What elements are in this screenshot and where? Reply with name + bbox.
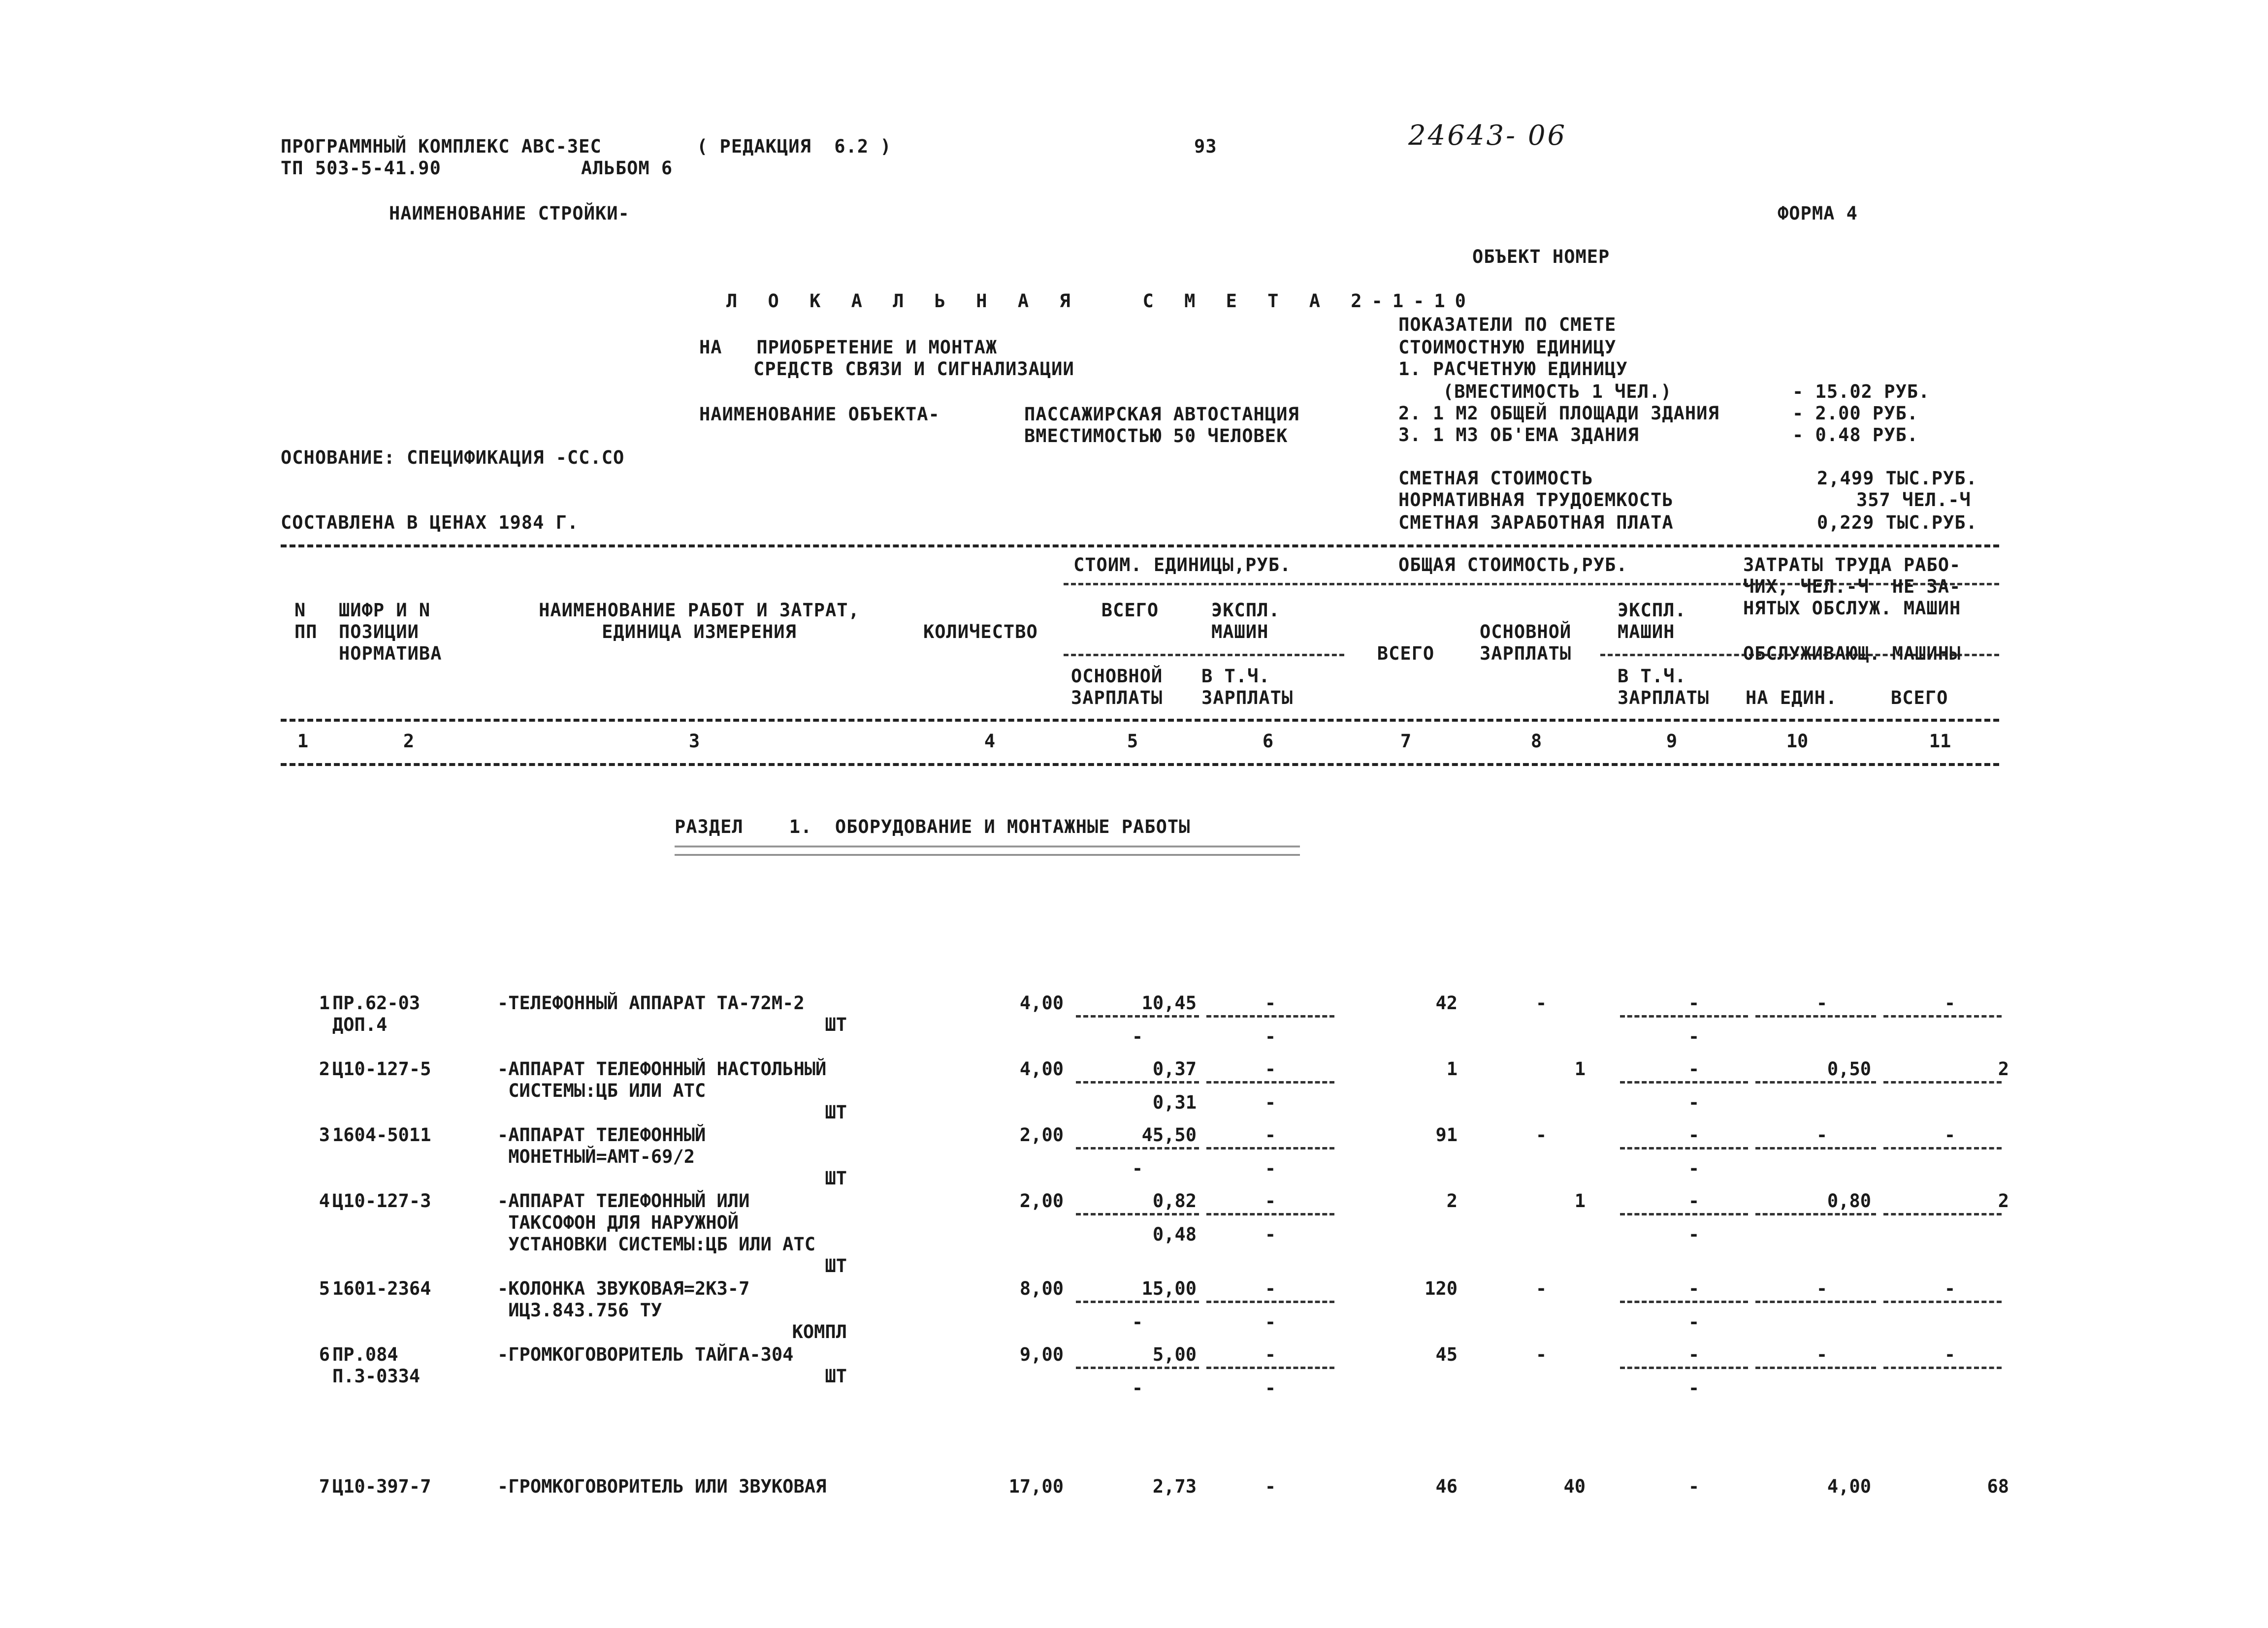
- row-machine-wage: -: [1688, 1158, 1700, 1179]
- header-bottom-rule: [281, 719, 1999, 722]
- cell-divider: [1206, 1015, 1334, 1018]
- cell-divider: [1620, 1147, 1748, 1149]
- basis-line: ОСНОВАНИЕ: СПЕЦИФИКАЦИЯ -СС.СО: [281, 447, 625, 468]
- col-quantity-header: КОЛИЧЕСТВО: [923, 621, 1038, 642]
- row-code: Ц10-127-3: [332, 1190, 431, 1212]
- tp-code: ТП 503-5-41.90: [281, 158, 441, 179]
- cell-divider: [1755, 1213, 1876, 1215]
- row-machine-total: -: [1688, 1124, 1700, 1146]
- row-total: 45: [1435, 1344, 1458, 1365]
- row-total-wage: -: [1535, 1124, 1547, 1146]
- row-unit-machine: -: [1264, 1190, 1276, 1212]
- row-unit-machine-wage: -: [1264, 1311, 1276, 1333]
- page-number: 93: [1194, 136, 1217, 157]
- row-unit-machine: -: [1264, 992, 1276, 1014]
- labor-service-header: ОБСЛУЖИВАЮЩ. МАШИНЫ: [1743, 643, 1961, 664]
- column-number: 1: [297, 731, 309, 752]
- cell-divider: [1206, 1081, 1334, 1084]
- row-name: -АППАРАТ ТЕЛЕФОННЫЙ НАСТОЛЬНЫЙ СИСТЕМЫ:ЦБ ИЛИ АТС: [497, 1058, 827, 1101]
- estimated-wage-value: 0,229 ТЫС.РУБ.: [1817, 512, 1977, 533]
- column-number: 7: [1400, 731, 1412, 752]
- cell-divider: [1076, 1301, 1199, 1303]
- row-number: 1: [319, 992, 330, 1014]
- row-labor-unit: 0,80: [1827, 1190, 1871, 1212]
- row-machine-total: -: [1688, 1278, 1700, 1299]
- form-label: ФОРМА 4: [1778, 203, 1858, 224]
- indicator-1-title: 1. РАСЧЕТНУЮ ЕДИНИЦУ: [1398, 358, 1628, 380]
- purpose-line-1: НА ПРИОБРЕТЕНИЕ И МОНТАЖ: [699, 337, 998, 358]
- col-labor-unit-header: НА ЕДИН.: [1746, 687, 1838, 708]
- row-total: 2: [1446, 1190, 1458, 1212]
- purpose-line-2: СРЕДСТВ СВЯЗИ И СИГНАЛИЗАЦИИ: [753, 358, 1074, 380]
- col-total-header: ВСЕГО: [1377, 643, 1435, 664]
- row-labor-unit: -: [1816, 1278, 1828, 1299]
- row-unit-price: 15,00: [1141, 1278, 1197, 1299]
- indicator-1-label: (ВМЕСТИМОСТЬ 1 ЧЕЛ.): [1443, 381, 1672, 402]
- indicators-unit: СТОИМОСТНУЮ ЕДИНИЦУ: [1398, 337, 1617, 358]
- row-number: 2: [319, 1058, 330, 1080]
- header-total-sub-rule: [1064, 654, 1344, 656]
- row-unit-machine-wage: -: [1264, 1158, 1276, 1179]
- row-unit-price: 2,73: [1152, 1476, 1197, 1497]
- col-total-machine-header: ЭКСПЛ. МАШИН: [1618, 600, 1686, 642]
- row-unit-machine-wage: -: [1264, 1092, 1276, 1113]
- cell-divider: [1883, 1081, 2002, 1084]
- row-total-wage: -: [1535, 1278, 1547, 1299]
- row-quantity: 4,00: [1019, 1058, 1064, 1080]
- indicator-2-value: - 2.00 РУБ.: [1792, 403, 1919, 424]
- row-machine-wage: -: [1688, 1377, 1700, 1399]
- estimate-title: Л О К А Л Ь Н А Я С М Е Т А 2-1-10: [726, 290, 1476, 312]
- row-code: ПР.62-03 ДОП.4: [332, 992, 421, 1035]
- row-unit-wage: -: [1132, 1311, 1143, 1333]
- col-name-header: НАИМЕНОВАНИЕ РАБОТ И ЗАТРАТ, ЕДИНИЦА ИЗМЕРЕНИЯ: [539, 600, 860, 642]
- cell-divider: [1755, 1301, 1876, 1303]
- row-machine-total: -: [1688, 1190, 1700, 1212]
- edition: ( РЕДАКЦИЯ 6.2 ): [697, 136, 892, 157]
- total-cost-group-header: ОБЩАЯ СТОИМОСТЬ,РУБ.: [1398, 554, 1628, 575]
- row-name: -КОЛОНКА ЗВУКОВАЯ=2КЗ-7 ИЦ3.843.756 ТУ: [497, 1278, 750, 1321]
- row-unit-machine: -: [1264, 1058, 1276, 1080]
- row-total: 1: [1446, 1058, 1458, 1080]
- row-labor-total: 68: [1987, 1476, 2009, 1497]
- handwritten-code: 24643- 06: [1408, 120, 1567, 152]
- row-code: Ц10-127-5: [332, 1058, 431, 1080]
- row-quantity: 8,00: [1019, 1278, 1064, 1299]
- row-quantity: 2,00: [1019, 1190, 1064, 1212]
- album-label: АЛЬБОМ 6: [581, 158, 673, 179]
- row-total: 46: [1435, 1476, 1458, 1497]
- row-machine-total: -: [1688, 1058, 1700, 1080]
- cell-divider: [1206, 1301, 1334, 1303]
- cell-divider: [1076, 1213, 1199, 1215]
- row-unit-wage: -: [1132, 1026, 1143, 1047]
- row-labor-total: -: [1944, 1344, 1956, 1365]
- cell-divider: [1206, 1367, 1334, 1369]
- indicator-2-label: 2. 1 М2 ОБЩЕЙ ПЛОЩАДИ ЗДАНИЯ: [1398, 403, 1719, 424]
- object-name-label: НАИМЕНОВАНИЕ ОБЪЕКТА-: [699, 404, 940, 425]
- row-unit-machine: -: [1264, 1278, 1276, 1299]
- cell-divider: [1206, 1147, 1334, 1149]
- column-number: 11: [1929, 731, 1951, 752]
- row-unit-price: 10,45: [1141, 992, 1197, 1014]
- row-unit-wage: 0,31: [1152, 1092, 1197, 1113]
- column-number: 9: [1666, 731, 1678, 752]
- labor-intensity-label: НОРМАТИВНАЯ ТРУДОЕМКОСТЬ: [1398, 489, 1674, 511]
- row-name: -ТЕЛЕФОННЫЙ АППАРАТ ТА-72М-2: [497, 992, 805, 1014]
- row-unit-machine: -: [1264, 1344, 1276, 1365]
- column-numbers-rule: [281, 763, 1999, 766]
- row-name: -ГРОМКОГОВОРИТЕЛЬ ТАЙГА-304: [497, 1344, 794, 1365]
- row-quantity: 2,00: [1019, 1124, 1064, 1146]
- row-total-wage: -: [1535, 992, 1547, 1014]
- row-machine-total: -: [1688, 1344, 1700, 1365]
- row-unit-wage: -: [1132, 1377, 1143, 1399]
- cell-divider: [1620, 1301, 1748, 1303]
- indicators-title: ПОКАЗАТЕЛИ ПО СМЕТЕ: [1398, 314, 1617, 335]
- row-labor-unit: -: [1816, 992, 1828, 1014]
- row-number: 5: [319, 1278, 330, 1299]
- row-machine-wage: -: [1688, 1092, 1700, 1113]
- col-labor-total-header: ВСЕГО: [1891, 687, 1948, 708]
- row-code: 1601-2364: [332, 1278, 431, 1299]
- indicator-3-value: - 0.48 РУБ.: [1792, 424, 1919, 446]
- row-labor-unit: 0,50: [1827, 1058, 1871, 1080]
- col-unit-machine-wage-header: В Т.Ч. ЗАРПЛАТЫ: [1201, 666, 1294, 708]
- col-total-machine-wage-header: В Т.Ч. ЗАРПЛАТЫ: [1618, 666, 1710, 708]
- row-number: 3: [319, 1124, 330, 1146]
- column-number: 8: [1530, 731, 1542, 752]
- row-unit-machine: -: [1264, 1124, 1276, 1146]
- row-unit-machine: -: [1264, 1476, 1276, 1497]
- row-labor-total: -: [1944, 1278, 1956, 1299]
- col-total-wage-header: ОСНОВНОЙ ЗАРПЛАТЫ: [1480, 621, 1572, 664]
- cell-divider: [1755, 1147, 1876, 1149]
- row-total: 42: [1435, 992, 1458, 1014]
- row-machine-wage: -: [1688, 1026, 1700, 1047]
- row-labor-unit: -: [1816, 1344, 1828, 1365]
- row-machine-total: -: [1688, 992, 1700, 1014]
- row-unit-price: 0,82: [1152, 1190, 1197, 1212]
- labor-group-header: ЗАТРАТЫ ТРУДА РАБО- ЧИХ, ЧЕЛ.-Ч НЕ ЗА- НЯТЫХ ОБСЛУЖ. МАШИН: [1743, 554, 1961, 619]
- row-unit: ШТ: [825, 1168, 847, 1189]
- row-labor-unit: -: [1816, 1124, 1828, 1146]
- row-quantity: 9,00: [1019, 1344, 1064, 1365]
- object-name-line-1: ПАССАЖИРСКАЯ АВТОСТАНЦИЯ: [1024, 404, 1299, 425]
- row-machine-wage: -: [1688, 1224, 1700, 1245]
- row-unit: ШТ: [825, 1255, 847, 1277]
- cell-divider: [1620, 1015, 1748, 1018]
- col-code-header: ШИФР И N ПОЗИЦИИ НОРМАТИВА: [339, 600, 442, 664]
- cell-divider: [1755, 1015, 1876, 1018]
- row-number: 4: [319, 1190, 330, 1212]
- cell-divider: [1883, 1301, 2002, 1303]
- labor-intensity-value: 357 ЧЕЛ.-Ч: [1856, 489, 1971, 511]
- row-unit-machine-wage: -: [1264, 1377, 1276, 1399]
- col-number-header: N ПП: [294, 600, 318, 642]
- column-number: 10: [1786, 731, 1809, 752]
- row-unit-price: 45,50: [1141, 1124, 1197, 1146]
- row-quantity: 4,00: [1019, 992, 1064, 1014]
- row-labor-total: -: [1944, 992, 1956, 1014]
- cell-divider: [1620, 1367, 1748, 1369]
- row-total-wage: 1: [1574, 1058, 1586, 1080]
- cell-divider: [1620, 1213, 1748, 1215]
- row-total: 120: [1425, 1278, 1458, 1299]
- program-name: ПРОГРАММНЫЙ КОМПЛЕКС АВС-3ЕС: [281, 136, 602, 157]
- col-unit-wage-header: ОСНОВНОЙ ЗАРПЛАТЫ: [1071, 666, 1163, 708]
- row-labor-unit: 4,00: [1827, 1476, 1871, 1497]
- row-number: 7: [319, 1476, 330, 1497]
- column-number: 5: [1127, 731, 1138, 752]
- row-name: -АППАРАТ ТЕЛЕФОННЫЙ МОНЕТНЫЙ=АМТ-69/2: [497, 1124, 706, 1167]
- cell-divider: [1883, 1367, 2002, 1369]
- row-number: 6: [319, 1344, 330, 1365]
- row-total-wage: 1: [1574, 1190, 1586, 1212]
- row-labor-total: 2: [1998, 1190, 2009, 1212]
- object-name-line-2: ВМЕСТИМОСТЬЮ 50 ЧЕЛОВЕК: [1024, 425, 1288, 447]
- column-number: 2: [403, 731, 415, 752]
- row-unit-wage: 0,48: [1152, 1224, 1197, 1245]
- row-labor-total: -: [1944, 1124, 1956, 1146]
- unit-cost-group-header: СТОИМ. ЕДИНИЦЫ,РУБ.: [1073, 554, 1292, 575]
- header-top-rule: [281, 544, 1999, 547]
- row-quantity: 17,00: [1008, 1476, 1064, 1497]
- row-unit-price: 0,37: [1152, 1058, 1197, 1080]
- indicator-3-label: 3. 1 М3 ОБ'ЕМА ЗДАНИЯ: [1398, 424, 1639, 446]
- row-labor-total: 2: [1998, 1058, 2009, 1080]
- cell-divider: [1076, 1081, 1199, 1084]
- row-unit-machine-wage: -: [1264, 1224, 1276, 1245]
- cell-divider: [1883, 1015, 2002, 1018]
- cell-divider: [1076, 1147, 1199, 1149]
- price-base-line: СОСТАВЛЕНА В ЦЕНАХ 1984 Г.: [281, 512, 579, 533]
- row-total-wage: -: [1535, 1344, 1547, 1365]
- row-code: Ц10-397-7: [332, 1476, 431, 1497]
- row-unit: ШТ: [825, 1014, 847, 1035]
- col-unit-machine-header: ЭКСПЛ. МАШИН: [1211, 600, 1280, 642]
- row-total: 91: [1435, 1124, 1458, 1146]
- row-unit-price: 5,00: [1152, 1344, 1197, 1365]
- estimated-cost-label: СМЕТНАЯ СТОИМОСТЬ: [1398, 468, 1593, 489]
- row-unit: ШТ: [825, 1366, 847, 1387]
- column-number: 6: [1262, 731, 1274, 752]
- section-underline: [675, 846, 1300, 856]
- cell-divider: [1206, 1213, 1334, 1215]
- cell-divider: [1076, 1015, 1199, 1018]
- row-code: 1604-5011: [332, 1124, 431, 1146]
- row-unit-wage: -: [1132, 1158, 1143, 1179]
- section-title: РАЗДЕЛ 1. ОБОРУДОВАНИЕ И МОНТАЖНЫЕ РАБОТЫ: [675, 816, 1191, 837]
- row-name: -АППАРАТ ТЕЛЕФОННЫЙ ИЛИ ТАКСОФОН ДЛЯ НАРУЖНОЙ УСТАНОВКИ СИСТЕМЫ:ЦБ ИЛИ АТС: [497, 1190, 816, 1255]
- cell-divider: [1883, 1147, 2002, 1149]
- column-number: 4: [984, 731, 996, 752]
- row-unit-machine-wage: -: [1264, 1026, 1276, 1047]
- indicator-1-value: - 15.02 РУБ.: [1792, 381, 1930, 402]
- estimated-wage-label: СМЕТНАЯ ЗАРАБОТНАЯ ПЛАТА: [1398, 512, 1674, 533]
- cell-divider: [1755, 1081, 1876, 1084]
- row-machine-total: -: [1688, 1476, 1700, 1497]
- object-number-label: ОБЪЕКТ НОМЕР: [1472, 246, 1610, 267]
- cell-divider: [1883, 1213, 2002, 1215]
- column-number: 3: [688, 731, 700, 752]
- cell-divider: [1076, 1367, 1199, 1369]
- row-unit: ШТ: [825, 1102, 847, 1123]
- row-unit: КОМПЛ: [792, 1321, 847, 1342]
- row-total-wage: 40: [1563, 1476, 1586, 1497]
- row-code: ПР.084 П.3-0334: [332, 1344, 421, 1387]
- estimated-cost-value: 2,499 ТЫС.РУБ.: [1817, 468, 1977, 489]
- row-machine-wage: -: [1688, 1311, 1700, 1333]
- cell-divider: [1620, 1081, 1748, 1084]
- cell-divider: [1755, 1367, 1876, 1369]
- construction-name-label: НАИМЕНОВАНИЕ СТРОЙКИ-: [389, 203, 630, 224]
- row-name: -ГРОМКОГОВОРИТЕЛЬ ИЛИ ЗВУКОВАЯ: [497, 1476, 827, 1497]
- col-unit-total-header: ВСЕГО: [1101, 600, 1159, 621]
